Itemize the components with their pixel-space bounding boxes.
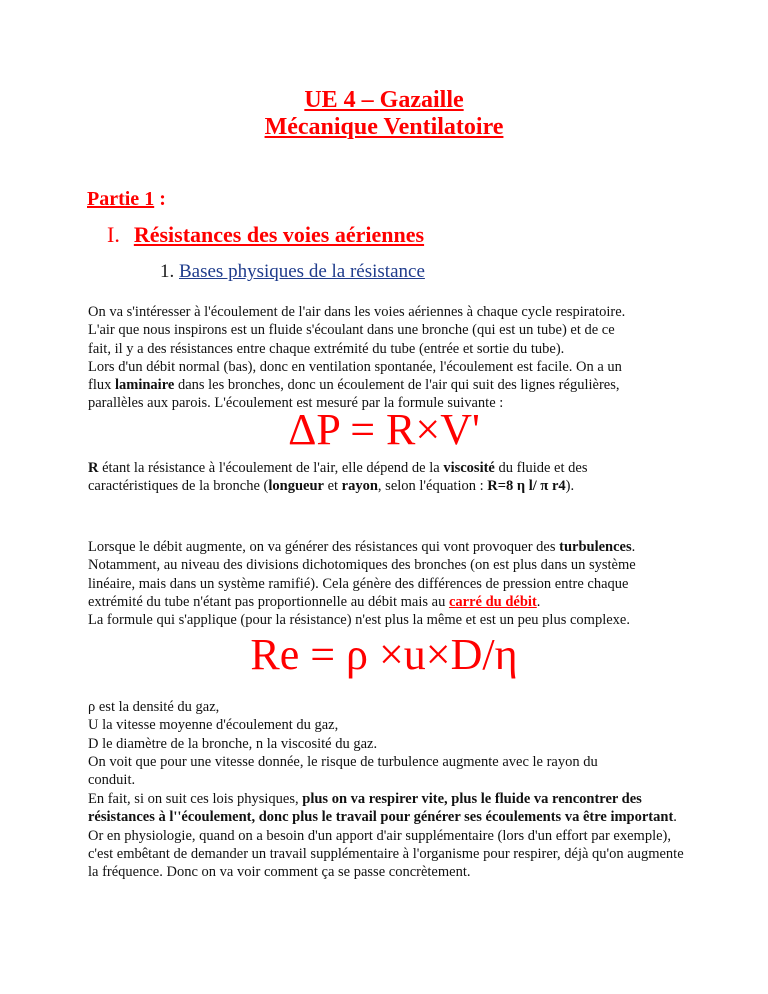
partie-label: Partie 1: [87, 188, 155, 210]
paragraph-intro: [88, 303, 688, 413]
text-run: En fait, si on suit ces lois physiques,: [88, 791, 303, 807]
text-run: caractéristiques de la bronche (: [88, 478, 269, 495]
text-line: U la vitesse moyenne d'écoulement du gaz,: [88, 717, 339, 734]
text-line: On va s'intéresser à l'écoulement de l'air dans les voies aériennes à chaque cycle respiratoire.: [88, 304, 626, 320]
text-line: linéaire, mais dans un système ramifié). Cela génère des différences de pression entre chaque: [88, 575, 629, 592]
document-title-line2: Mécanique Ventilatoire: [264, 114, 504, 140]
text-line: [88, 376, 688, 394]
text-line: D le diamètre de la bronche, n la viscosité du gaz.: [88, 735, 378, 752]
paragraph-resistance: [88, 459, 688, 496]
text-line: Notamment, au niveau des divisions dichotomiques des bronches (on est plus dans un système: [88, 557, 636, 574]
text-line: [88, 538, 688, 556]
text-line: fait, il y a des résistances entre chaque extrémité du tube (entrée et sortie du tube).: [88, 340, 565, 357]
text-run: extrémité du tube n'étant pas proportionnelle au débit mais au: [88, 593, 449, 610]
bold-term-laminaire: laminaire: [114, 377, 175, 394]
paragraph-turbulence: [88, 538, 688, 629]
section-heading: [107, 222, 424, 248]
bold-statement: plus on va respirer vite, plus le fluide va rencontrer des résistances à l''écoulement, donc plus le travail pour générer ses écoulements va être important: [88, 791, 674, 826]
section-number: I.: [107, 222, 120, 247]
paragraph-conclusion: [88, 790, 688, 881]
document-title-line1: UE 4 – Gazaille: [304, 87, 464, 113]
text-line: L'air que nous inspirons est un fluide s'écoulant dans une bronche (qui est un tube) et de ce: [88, 322, 615, 339]
text-line: La formule qui s'applique (pour la résistance) n'est plus la même et est un peu plus complexe.: [88, 612, 630, 629]
subsection-heading: [160, 261, 425, 283]
equation-poiseuille: R=8 η l/ π r4: [487, 478, 566, 495]
text-run: étant la résistance à l'écoulement de l'air, elle dépend de la: [98, 460, 444, 476]
text-run: flux: [88, 377, 115, 394]
text-line: Lors d'un débit normal (bas), donc en ventilation spontanée, l'écoulement est facile. On a un: [88, 358, 622, 375]
text-line: [88, 593, 688, 611]
highlight-carre-du-debit: carré du débit: [448, 593, 537, 610]
paragraph-variables: [88, 698, 688, 789]
text-run: Lorsque le débit augmente, on va générer des résistances qui vont provoquer des: [88, 539, 560, 555]
partie-heading: [87, 188, 166, 211]
formula-reynolds: Re = ρ ×u×D/η: [250, 630, 518, 679]
text-line: On voit que pour une vitesse donnée, le risque de turbulence augmente avec le rayon du: [88, 753, 598, 770]
text-line: parallèles aux parois. L'écoulement est mesuré par la formule suivante :: [88, 395, 504, 412]
bold-term: longueur: [268, 478, 324, 495]
formula-pressure: ΔP = R×V': [288, 405, 480, 454]
subsection-title[interactable]: Bases physiques de la résistance: [179, 261, 425, 282]
text-run: , selon l'équation :: [377, 478, 488, 495]
text-run: et: [323, 478, 342, 495]
bold-term: R: [88, 460, 99, 476]
text-run: .: [536, 593, 541, 610]
section-title: Résistances des voies aériennes: [133, 222, 425, 247]
text-line: ρ est la densité du gaz,: [88, 699, 220, 715]
text-run: .: [631, 539, 636, 555]
text-run: ).: [565, 478, 575, 495]
text-run: dans les bronches, donc un écoulement de l'air qui suit des lignes régulières,: [174, 377, 620, 394]
text-run: . Or en physiologie, quand on a besoin d'un apport d'air supplémentaire (lors d'un effort par exemple), c'est embêtant de demander un travail supplémentaire à l'organisme pour respirer, déjà qu'on augmente la fréquence. Donc on va voir comment ça se passe concrètement.: [88, 809, 684, 881]
bold-term: viscosité: [443, 460, 495, 476]
text-run: du fluide et des: [494, 460, 588, 476]
text-line: conduit.: [88, 772, 136, 789]
bold-term: rayon: [341, 478, 378, 495]
bold-term: turbulences: [559, 539, 632, 555]
subsection-number: 1.: [160, 261, 179, 282]
partie-suffix: :: [154, 188, 166, 210]
